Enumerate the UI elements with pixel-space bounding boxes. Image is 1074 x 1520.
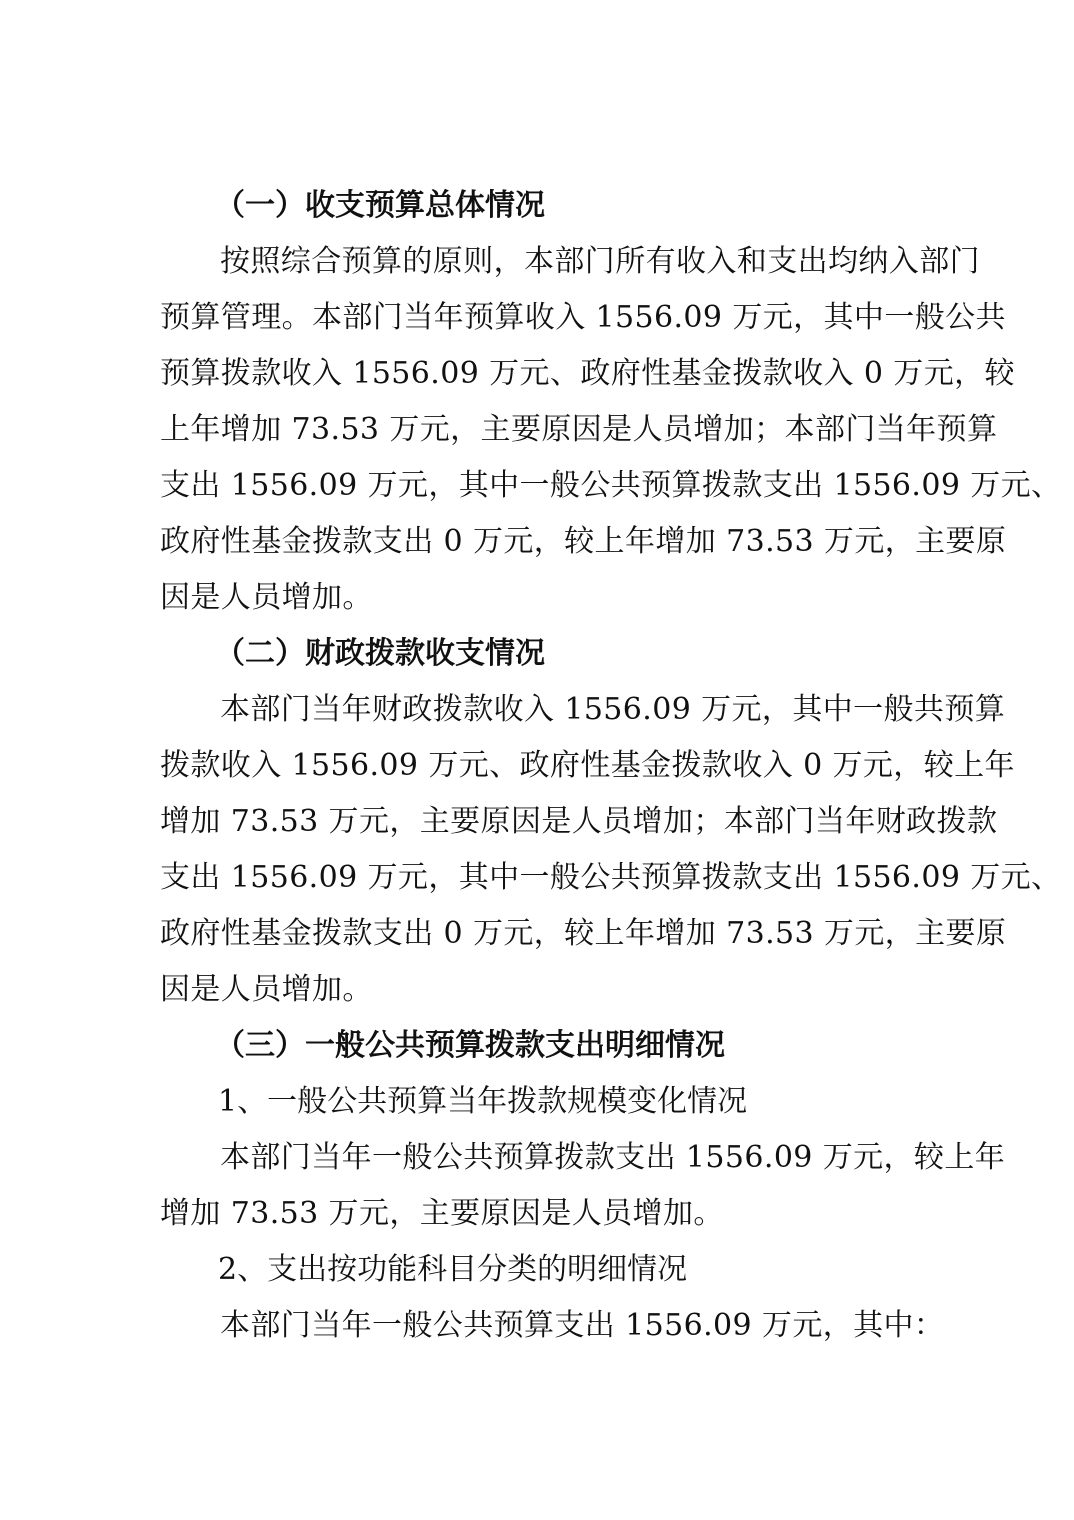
text-line: 预算管理。本部门当年预算收入 1556.09 万元，其中一般公共 — [160, 300, 1006, 335]
text-line: 增加 73.53 万元，主要原因是人员增加；本部门当年财政拨款 — [160, 804, 998, 839]
section-heading-3: （三）一般公共预算拨款支出明细情况 — [215, 1028, 725, 1063]
text-line: 拨款收入 1556.09 万元、政府性基金拨款收入 0 万元，较上年 — [160, 748, 1015, 783]
text-line: 预算拨款收入 1556.09 万元、政府性基金拨款收入 0 万元，较 — [160, 356, 1015, 391]
text-line: 按照综合预算的原则，本部门所有收入和支出均纳入部门 — [220, 244, 980, 279]
text-line: 支出 1556.09 万元，其中一般公共预算拨款支出 1556.09 万元、 — [160, 860, 1062, 895]
text-line: 政府性基金拨款支出 0 万元，较上年增加 73.53 万元，主要原 — [160, 524, 1007, 559]
paragraph-fiscal-allocation — [160, 682, 1062, 1018]
paragraph-budget-overview — [160, 234, 1062, 626]
paragraph-functional-detail — [160, 1298, 945, 1354]
section-heading-1: （一）收支预算总体情况 — [215, 188, 545, 223]
subsection-title-1: 1、一般公共预算当年拨款规模变化情况 — [218, 1084, 748, 1119]
text-line: 因是人员增加。 — [160, 972, 373, 1007]
text-line: 政府性基金拨款支出 0 万元，较上年增加 73.53 万元，主要原 — [160, 916, 1007, 951]
text-line: 上年增加 73.53 万元，主要原因是人员增加；本部门当年预算 — [160, 412, 998, 447]
text-line: 因是人员增加。 — [160, 580, 373, 615]
text-line: 增加 73.53 万元，主要原因是人员增加。 — [160, 1196, 724, 1231]
paragraph-scale-change — [160, 1130, 1006, 1242]
text-line: 本部门当年一般公共预算拨款支出 1556.09 万元，较上年 — [220, 1140, 1006, 1175]
text-line: 本部门当年财政拨款收入 1556.09 万元，其中一般共预算 — [220, 692, 1006, 727]
section-heading-2: （二）财政拨款收支情况 — [215, 636, 545, 671]
subsection-title-2: 2、支出按功能科目分类的明细情况 — [218, 1252, 688, 1287]
text-line: 本部门当年一般公共预算支出 1556.09 万元，其中： — [220, 1308, 945, 1343]
text-line: 支出 1556.09 万元，其中一般公共预算拨款支出 1556.09 万元、 — [160, 468, 1062, 503]
document-page — [160, 178, 1062, 1354]
